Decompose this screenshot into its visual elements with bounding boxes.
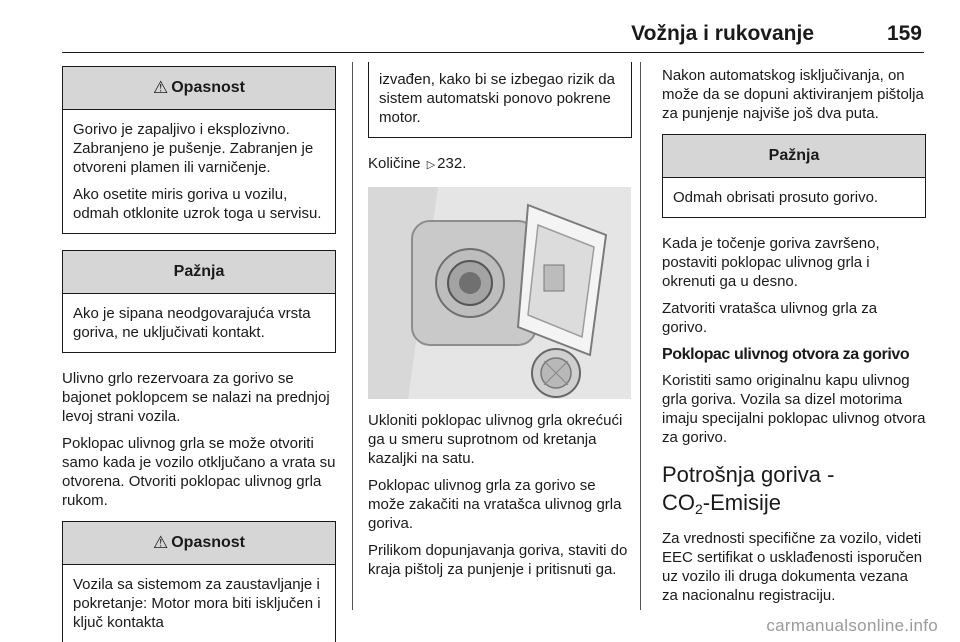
column-divider-2 xyxy=(640,62,641,610)
box-paragraph: Vozila sa sistemom za zaustavljanje i pokretanje: Motor mora biti isključen i ključ kontakta xyxy=(73,576,321,631)
box-header xyxy=(63,522,335,565)
body-paragraph: Zatvoriti vratašca ulivnog grla za gorivo. xyxy=(662,300,878,336)
box-header xyxy=(63,67,335,110)
box-body xyxy=(63,294,335,352)
watermark: carmanualsonline.info xyxy=(766,616,938,635)
box-title: Opasnost xyxy=(171,534,246,551)
box-body xyxy=(63,110,335,233)
danger-box-fuel xyxy=(62,66,336,234)
reference-label: Količine xyxy=(368,155,421,172)
caution-box-spilled-fuel xyxy=(662,134,926,218)
page-number: 159 xyxy=(886,22,922,45)
danger-box-continued xyxy=(368,62,632,138)
warning-triangle-icon: ⚠ xyxy=(152,78,169,97)
quantities-reference xyxy=(368,154,632,175)
section-heading-part: CO xyxy=(662,490,695,515)
column-1 xyxy=(62,66,336,642)
warning-triangle-icon: ⚠ xyxy=(152,533,169,552)
box-paragraph: izvađen, kako bi se izbegao rizik da sistem automatski ponovo pokrene motor. xyxy=(379,71,615,126)
caution-box-wrong-fuel xyxy=(62,250,336,353)
reference-page[interactable]: 232. xyxy=(437,155,467,172)
body-paragraph: Kada je točenje goriva završeno, postaviti poklopac ulivnog grla i okrenuti ga u desno. xyxy=(662,235,880,290)
body-paragraph: Ukloniti poklopac ulivnog grla okrećući ga u smeru suprotnom od kretanja kazaljki na satu. xyxy=(368,412,623,467)
column-3 xyxy=(662,66,926,613)
box-body xyxy=(369,62,631,137)
box-title: Pažnja xyxy=(768,147,820,164)
section-heading xyxy=(662,461,926,523)
column-divider-1 xyxy=(352,62,353,610)
box-header xyxy=(663,135,925,178)
body-paragraph: Nakon automatskog isključivanja, on može da se dopuni aktiviranjem pištolja za punjenje najviše još dva puta. xyxy=(662,67,924,122)
body-paragraph: Prilikom dopunjavanja goriva, staviti do kraja pištolj za punjenje i pritisnuti ga. xyxy=(368,542,628,578)
box-paragraph: Odmah obrisati prosuto gorivo. xyxy=(673,189,879,206)
box-paragraph: Ako je sipana neodgovarajuća vrsta goriva, ne uključivati kontakt. xyxy=(73,305,311,341)
section-heading-line: Potrošnja goriva - xyxy=(662,462,835,487)
box-header xyxy=(63,251,335,294)
body-paragraph: Koristiti samo originalnu kapu ulivnog grla goriva. Vozila sa dizel motorima imaju specijalni poklopac ulivnog otvora za gorivo. xyxy=(662,372,926,446)
box-body xyxy=(63,565,335,642)
box-paragraph: Gorivo je zapaljivo i eksplozivno. Zabranjeno je pušenje. Zabranjen je otvoreni plamen ili varničenje. xyxy=(73,121,314,176)
box-body xyxy=(663,178,925,217)
subsection-heading: Poklopac ulivnog otvora za gorivo xyxy=(662,346,910,363)
body-paragraph: Poklopac ulivnog grla za gorivo se može zakačiti na vratašca ulivnog grla goriva. xyxy=(368,477,622,532)
body-paragraph: Za vrednosti specifične za vozilo, videti EEC sertifikat o usklađenosti isporučen uz vozilo ili druga dokumenta vezana za nacionalnu registraciju. xyxy=(662,530,923,604)
body-paragraph: Ulivno grlo rezervoara za gorivo se bajonet poklopcem se nalazi na prednjoj levoj strani vozila. xyxy=(62,370,330,425)
section-heading-part: -Emisije xyxy=(702,490,782,515)
danger-box-stop-start xyxy=(62,521,336,642)
body-paragraph: Poklopac ulivnog grla se može otvoriti samo kada je vozilo otključano a vrata su otvorena. Otvoriti poklopac ulivnog grla rukom. xyxy=(62,435,336,509)
cross-reference-arrow-icon: ▷ xyxy=(426,159,436,171)
header-rule xyxy=(62,52,924,53)
box-title: Pažnja xyxy=(173,263,225,280)
box-paragraph: Ako osetite miris goriva u vozilu, odmah otklonite uzrok toga u servisu. xyxy=(73,186,322,222)
section-title: Vožnja i rukovanje xyxy=(631,22,814,45)
column-2 xyxy=(368,62,632,587)
subscript-text: 2 xyxy=(695,501,703,517)
box-title: Opasnost xyxy=(171,79,246,96)
fuel-filler-cap-illustration xyxy=(368,187,631,399)
page-header xyxy=(322,22,922,62)
